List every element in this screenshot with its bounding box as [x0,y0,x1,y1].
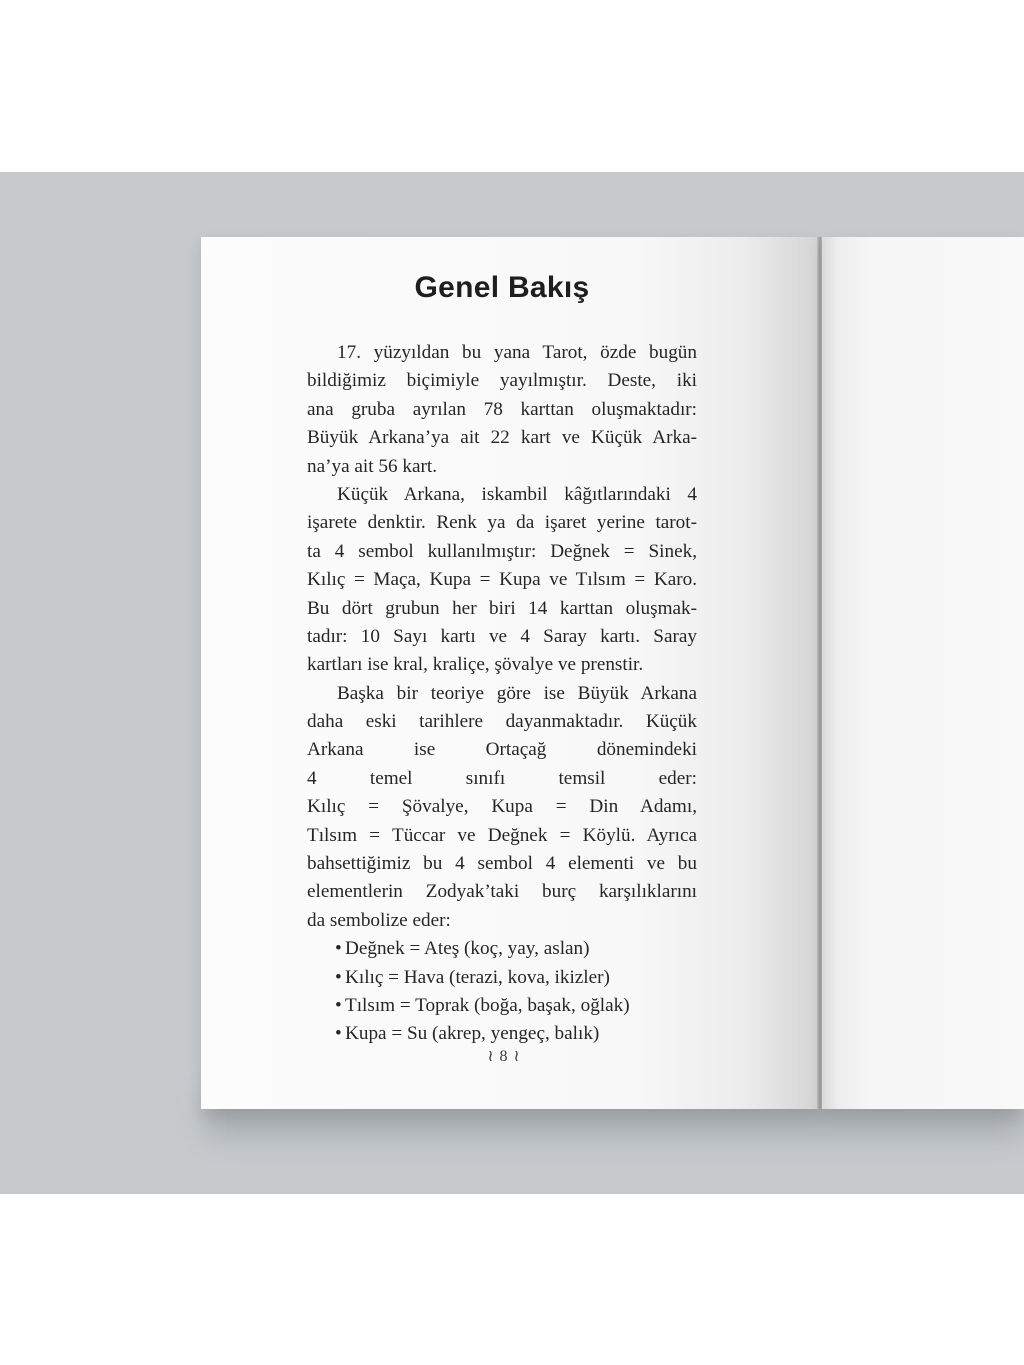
text-line: Küçük Arkana, iskambil kâğıtlarındaki 4 [337,483,697,505]
text-line: na’ya ait 56 kart. [307,455,437,477]
text-line: tadır: 10 Sayı kartı ve 4 Saray kartı. Saray [307,625,697,647]
bullet-icon: • [335,1023,342,1045]
paragraph [307,339,697,481]
right-page [822,237,1024,1109]
paragraph [307,680,697,936]
text-line: bildiğimiz biçimiyle yayılmıştır. Deste, iki [307,370,697,392]
list-item [307,964,697,992]
text-line: Kılıç = Maça, Kupa = Kupa ve Tılsım = Karo. [307,569,697,591]
text-line: 17. yüzyıldan bu yana Tarot, özde bugün [337,342,697,363]
text-line: Kılıç = Şövalye, Kupa = Din Adamı, [307,796,697,818]
text-line: bahsettiğimiz bu 4 sembol 4 elementi ve bu [307,853,697,875]
text-line: kartları ise kral, kraliçe, şövalye ve prenstir. [307,654,644,676]
text-line: elementlerin Zodyak’taki burç karşılıklarını [307,881,697,903]
paragraph [307,481,697,680]
bullet-icon: • [335,966,342,988]
bullet-icon: • [335,938,342,960]
text-line: ana gruba ayrılan 78 karttan oluşmaktadır: [307,398,697,420]
text-line: da sembolize eder: [307,909,451,931]
list-item-text: Değnek = Ateş (koç, yay, aslan) [345,938,590,960]
text-line: Bu dört grubun her biri 14 karttan oluşmak- [307,597,697,619]
text-line: işarete denktir. Renk ya da işaret yerine tarot- [307,512,697,534]
list-item-text: Kupa = Su (akrep, yengeç, balık) [345,1023,600,1045]
text-line: Tılsım = Tüccar ve Değnek = Köylü. Ayrıca [307,824,697,846]
body-text [307,339,697,1049]
element-list [307,935,697,1049]
text-line: ta 4 sembol kullanılmıştır: Değnek = Sinek, [307,540,697,562]
text-line: Başka bir teoriye göre ise Büyük Arkana [337,682,697,704]
list-item [307,935,697,963]
bullet-icon: • [335,994,342,1016]
text-line: 4 temel sınıfı temsil eder: [307,767,697,789]
page-number: ≀ 8 ≀ [487,1048,521,1065]
list-item [307,992,697,1020]
text-line: daha eski tarihlere dayanmaktadır. Küçük [307,711,697,733]
list-item [307,1020,697,1048]
text-line: Büyük Arkana’ya ait 22 kart ve Küçük Arka- [307,427,697,449]
page-title: Genel Bakış [414,271,590,304]
text-line: Arkana ise Ortaçağ dönemindeki [307,739,697,761]
list-item-text: Kılıç = Hava (terazi, kova, ikizler) [345,966,610,988]
list-item-text: Tılsım = Toprak (boğa, başak, oğlak) [345,994,630,1016]
